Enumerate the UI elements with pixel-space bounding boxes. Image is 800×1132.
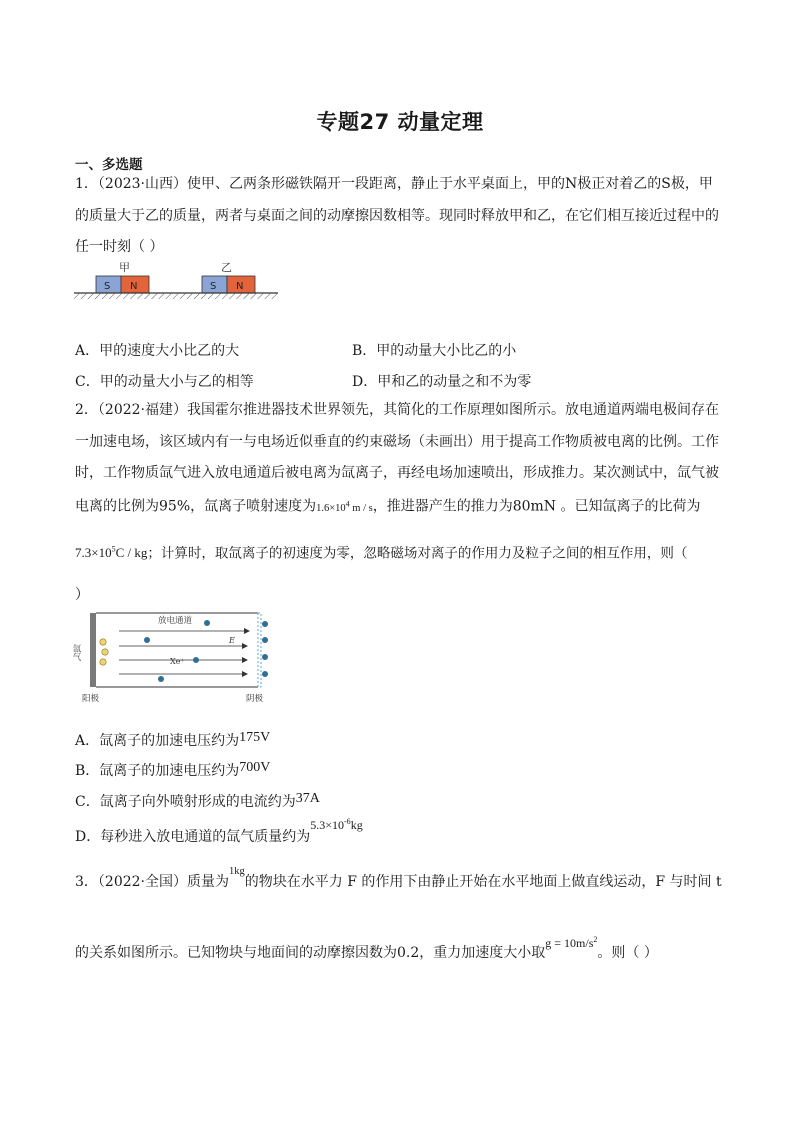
gravity-value (545, 936, 597, 950)
q3-line-2-text-a: 的关系如图所示。已知物块与地面间的动摩擦因数为0.2，重力加速度大小取 (75, 945, 546, 961)
charge-ratio-exponent: 5 (111, 545, 116, 554)
ion-speed-base: 1.6×10 (316, 502, 346, 514)
q1-line-3: 任一时刻（ ） (75, 239, 164, 255)
hall-thruster-figure (71, 608, 284, 708)
q2-line-6: ） (75, 587, 89, 603)
q2-option-c (75, 791, 320, 811)
field-e-label: E (229, 636, 235, 645)
xenon-atom-3 (100, 659, 106, 665)
magnet-b-n-label: N (236, 281, 244, 292)
q2-option-d-value (310, 818, 362, 832)
q2-option-b-text: B．氙离子的加速电压约为 (75, 763, 240, 779)
q1-line-1: 1．（2023·山西）使甲、乙两条形磁铁隔开一段距离，静止于水平桌面上，甲的N极正对着乙的S极，甲 (75, 176, 713, 192)
xenon-ion-label: Xe⁺ (170, 657, 185, 666)
magnet-b-s-label: S (210, 281, 217, 292)
field-line-3-arrowhead (242, 657, 248, 663)
q3-line-2-text-b: 。则（ ） (597, 945, 658, 961)
xenon-ion-1 (204, 620, 210, 626)
table-hatching (74, 293, 278, 299)
magnet-a-s-label: S (104, 281, 111, 292)
xenon-gas-label: 氙气 (71, 644, 81, 661)
magnet-a-n-label: N (130, 281, 138, 292)
section-heading: 一、多选题 (75, 157, 143, 173)
ion-speed-exponent: 4 (345, 499, 350, 508)
q3-line-1-text-b: 的物块在水平力 F 的作用下由静止开始在水平地面上做直线运动，F 与时间 t (244, 874, 722, 890)
ejected-ion-3 (262, 654, 268, 660)
anode-plate (90, 613, 96, 687)
q1-option-b: B．甲的动量大小比乙的小 (352, 343, 517, 359)
q2-option-c-text: C．氙离子向外喷射形成的电流约为 (75, 794, 296, 810)
q1-line-2: 的质量大于乙的质量，两者与桌面之间的动摩擦因数相等。现同时释放甲和乙，在它们相互接近过程中的 (75, 208, 719, 224)
cathode-grid (258, 613, 261, 687)
q2-option-d-text: D．每秒进入放电通道的氙气质量约为 (75, 829, 311, 845)
q2-line-1: 2．（2022·福建）我国霍尔推进器技术世界领先，其简化的工作原理如图所示。放电通道两端电极间存在 (75, 402, 719, 418)
q3-line-1-text-a: 3．（2022·全国）质量为 (75, 874, 229, 890)
ejected-ion-1 (262, 621, 268, 627)
xenon-ion-2 (144, 637, 150, 643)
q2-option-d-value-exponent: -6 (344, 817, 351, 826)
q1-option-d: D．甲和乙的动量之和不为零 (352, 374, 532, 390)
charge-ratio-base: 7.3×10 (75, 545, 112, 561)
ejected-ion-4 (262, 671, 268, 677)
q2-line-3: 时，工作物质氙气进入放电通道后被电离为氙离子，再经电场加速喷出，形成推力。某次测试中，氙气被 (75, 465, 719, 481)
q1-option-c: C．甲的动量大小与乙的相等 (75, 374, 254, 390)
page-title: 专题27 动量定理 (316, 110, 484, 134)
field-line-1-arrowhead (244, 628, 250, 634)
ion-speed-value (316, 499, 373, 514)
q2-option-a-text: A．氙离子的加速电压约为 (75, 733, 240, 749)
xenon-atom-1 (100, 639, 106, 645)
q2-option-b-value: 700V (239, 760, 271, 775)
channel-label: 放电通道 (158, 616, 193, 626)
cathode-label: 阴极 (246, 694, 264, 704)
gravity-exponent: 2 (593, 935, 598, 944)
q2-line-2: 一加速电场，该区域内有一与电场近似垂直的约束磁场（未画出）用于提高工作物质被电离的比例。工作 (75, 434, 719, 450)
q2-option-a-value: 175V (239, 730, 271, 745)
q2-option-c-value: 37A (295, 791, 320, 806)
q2-line-4-text-b: ，推进器产生的推力为80mN 。已知氙离子的比荷为 (372, 498, 701, 515)
q2-line-4 (75, 494, 701, 519)
ejected-ion-2 (262, 637, 268, 643)
xenon-ion-4 (158, 676, 164, 682)
xenon-ion-3 (193, 657, 199, 663)
q2-option-b (75, 760, 270, 780)
q2-line-4-text-a: 电离的比例为95%，氙离子喷射速度为 (75, 498, 317, 515)
xenon-atom-2 (102, 649, 108, 655)
q3-line-2 (75, 935, 658, 963)
q2-line-5 (75, 540, 687, 563)
q2-option-d-value-unit: kg (350, 818, 363, 832)
magnets-figure (72, 258, 282, 304)
charge-ratio-value (75, 545, 147, 560)
q3-line-1 (75, 866, 722, 894)
charge-ratio-unit: C / kg (115, 545, 148, 561)
field-line-2-arrowhead (242, 643, 248, 649)
magnet-a-label: 甲 (119, 261, 130, 274)
q2-option-a (75, 730, 270, 750)
q2-line-5-text: ；计算时，取氙离子的初速度为零，忽略磁场对离子的作用力及粒子之间的相互作用，则（ (147, 545, 688, 562)
anode-label: 阳极 (82, 694, 100, 704)
ion-speed-unit: m / s (349, 502, 373, 514)
field-line-4-arrowhead (242, 671, 248, 677)
q2-option-d-value-base: 5.3×10 (310, 818, 345, 832)
block-mass-value: 1kg (229, 866, 245, 877)
magnet-b-label: 乙 (221, 261, 232, 274)
q1-option-a: A．甲的速度大小比乙的大 (75, 343, 240, 359)
gravity-base: g = 10m/s (545, 936, 594, 950)
